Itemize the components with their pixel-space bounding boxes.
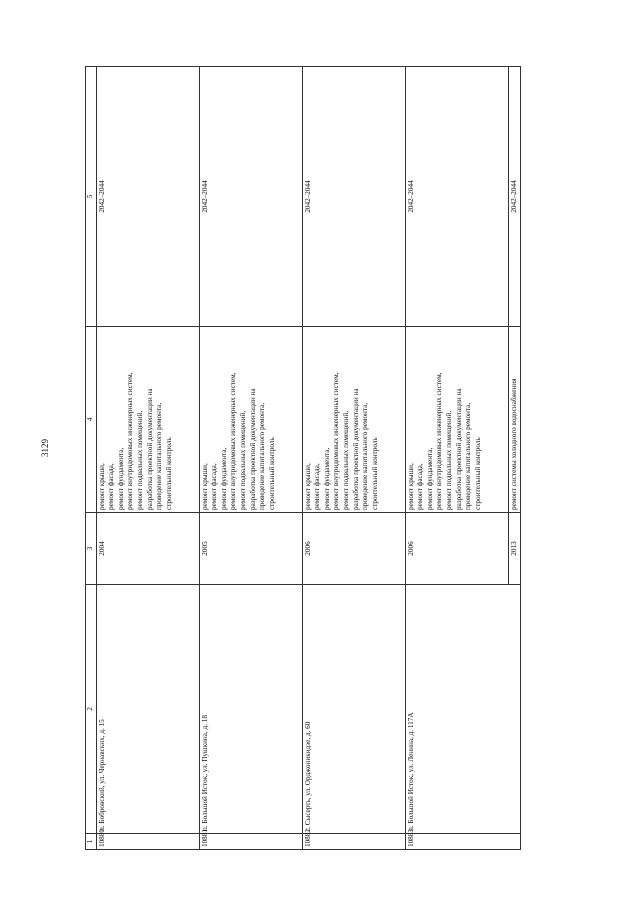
works-cell: ремонт системы холодного водоснабжения <box>508 327 521 513</box>
row-number: 10881. <box>199 834 302 850</box>
period-cell: 2042–2044 <box>302 67 405 327</box>
work-item: ремонт фундамента, <box>219 447 228 510</box>
work-item: ремонт подвальных помещений, <box>444 410 453 510</box>
works-cell <box>302 327 405 513</box>
address-cell: г. Сысерть, ул. Орджоникидзе, д. 60 <box>302 585 405 834</box>
work-item: строительный контроль <box>164 437 173 510</box>
work-item: ремонт крыши, <box>406 463 415 510</box>
table-row <box>302 67 405 850</box>
address-cell: п. Большой Исток, ул. Пушкина, д. 18 <box>199 585 302 834</box>
work-item: ремонт внутридомовых инженерных систем, <box>229 372 238 510</box>
work-item: проведение капитального ремонта, <box>258 402 267 510</box>
column-header: 4 <box>86 327 97 513</box>
period-cell: 2042–2044 <box>405 67 508 327</box>
work-item: разработка проектной документации на <box>248 388 257 510</box>
work-item: строительный контроль <box>267 437 276 510</box>
work-item: строительный контроль <box>473 437 482 510</box>
works-cell <box>199 327 302 513</box>
column-header: 1 <box>86 834 97 850</box>
table-row <box>199 67 302 850</box>
work-item: проведение капитального ремонта, <box>361 402 370 510</box>
work-item: разработка проектной документации на <box>351 388 360 510</box>
work-item: проведение капитального ремонта, <box>464 402 473 510</box>
year-cell: 2006 <box>302 513 405 585</box>
column-header: 5 <box>86 67 97 327</box>
row-number: 10882. <box>302 834 405 850</box>
column-header: 2 <box>86 585 97 834</box>
table-row <box>405 67 508 850</box>
table-row <box>96 67 199 850</box>
row-number: 10880. <box>96 834 199 850</box>
year-cell: 2005 <box>199 513 302 585</box>
work-item: ремонт фасада, <box>107 463 116 510</box>
works-cell <box>96 327 199 513</box>
work-item: ремонт фундамента, <box>425 447 434 510</box>
header-row <box>86 67 97 850</box>
work-item: ремонт крыши, <box>97 463 106 510</box>
works-cell <box>405 327 508 513</box>
work-item: разработка проектной документации на <box>145 388 154 510</box>
work-item: ремонт подвальных помещений, <box>238 410 247 510</box>
column-header: 3 <box>86 513 97 585</box>
work-item: ремонт внутридомовых инженерных систем, <box>435 372 444 510</box>
period-cell: 2042–2044 <box>508 67 521 327</box>
address-cell: п. Большой Исток, ул. Ленина, д. 117А <box>405 585 521 834</box>
capital-repair-table <box>85 66 521 850</box>
period-cell: 2042–2044 <box>199 67 302 327</box>
work-item: ремонт крыши, <box>303 463 312 510</box>
address-cell: п. Бобровский, ул. Чернавских, д. 15 <box>96 585 199 834</box>
work-item: ремонт внутридомовых инженерных систем, <box>332 372 341 510</box>
rotated-table-container <box>85 67 522 850</box>
work-item: ремонт фасада, <box>210 463 219 510</box>
work-item: ремонт фундамента, <box>322 447 331 510</box>
work-item: ремонт фасада, <box>416 463 425 510</box>
year-cell: 2004 <box>96 513 199 585</box>
work-item: ремонт фасада, <box>313 463 322 510</box>
work-item: ремонт подвальных помещений, <box>341 410 350 510</box>
work-item: ремонт внутридомовых инженерных систем, <box>126 372 135 510</box>
row-number: 10883. <box>405 834 521 850</box>
work-item: разработка проектной документации на <box>454 388 463 510</box>
year-cell: 2006 <box>405 513 508 585</box>
work-item: проведение капитального ремонта, <box>155 402 164 510</box>
period-cell: 2042–2044 <box>96 67 199 327</box>
work-item: ремонт подвальных помещений, <box>135 410 144 510</box>
year-cell: 2013 <box>508 513 521 585</box>
work-item: ремонт фундамента, <box>116 447 125 510</box>
work-item: ремонт крыши, <box>200 463 209 510</box>
work-item: строительный контроль <box>370 437 379 510</box>
page-number: 3129 <box>40 439 50 457</box>
